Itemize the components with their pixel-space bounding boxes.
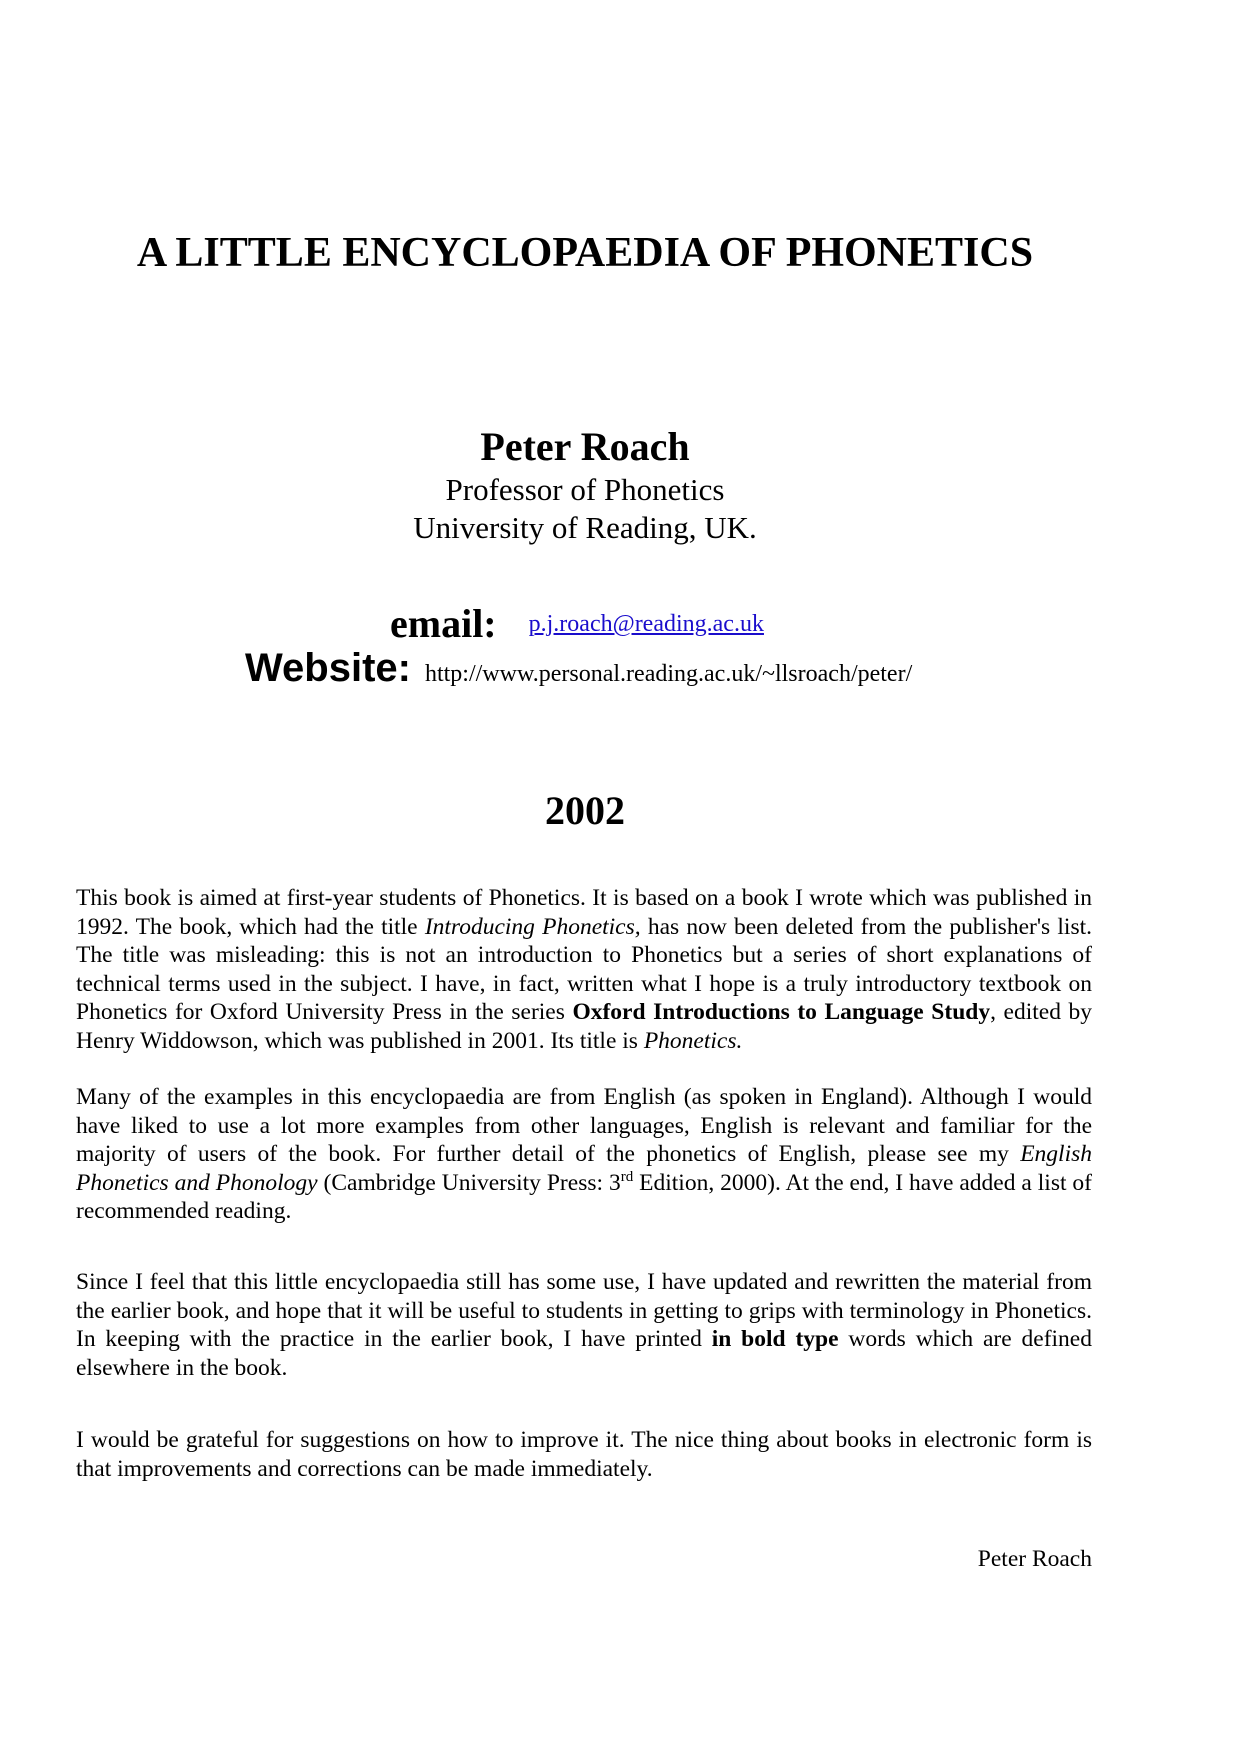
publication-year: 2002 [545, 788, 625, 833]
page-title: A LITTLE ENCYCLOPAEDIA OF PHONETICS [136, 230, 1034, 276]
ordinal-suffix: rd [620, 1168, 634, 1185]
author-affiliation: University of Reading, UK. [413, 510, 757, 545]
author-position: Professor of Phonetics [445, 472, 725, 507]
bold-type-phrase: in bold type [711, 1326, 839, 1353]
book-title-phonetics: Phonetics. [643, 1027, 743, 1054]
intro-paragraph-3: Since I feel that this little encyclopaedia still has some use, I have updated and rewritten the material from the earlier book, and hope that it will be useful to students in getting to grips with terminology in Phonetics. In keeping with the practice in the earlier book, I have printed in bold type words which are defined elsewhere in the book. [76, 1269, 1092, 1381]
website-label: Website: [245, 646, 411, 690]
author-block [0, 423, 1170, 547]
book-title-english-phonetics: English Phonetics and Phonology [76, 1141, 1092, 1196]
book-title-introducing-phonetics: Introducing Phonetics, [424, 913, 641, 940]
intro-paragraph-1: This book is aimed at first-year students of Phonetics. It is based on a book I wrote which was published in 1992. The book, which had the title Introducing Phonetics, has now been deleted from the publisher's list. The title was misleading: this is not an introduction to Phonetics but a series of short explanations of technical terms used in the subject. I have, in fact, written what I hope is a truly introductory textbook on Phonetics for Oxford University Press in the series Oxford Introductions to Language Study, edited by Henry Widdowson, which was published in 2001. Its title is Phonetics. [76, 885, 1093, 1054]
series-name: Oxford Introductions to Language Study [572, 999, 991, 1026]
intro-paragraph-2: Many of the examples in this encyclopaedia are from English (as spoken in England). Although I would have liked to use a lot more examples from other languages, English is relevant and familiar for the majority of users of the book. For further detail of the phonetics of English, please see my English Phonetics and Phonology (Cambridge University Press: 3rd Edition, 2000). At the end, I have added a list of recommended reading. [76, 1084, 1092, 1225]
website-row [245, 644, 912, 692]
author-name: Peter Roach [480, 424, 690, 469]
signature: Peter Roach [977, 1546, 1092, 1572]
website-url: http://www.personal.reading.ac.uk/~llsroach/peter/ [424, 661, 913, 687]
email-row [390, 600, 764, 648]
email-link[interactable]: p.j.roach@reading.ac.uk [528, 611, 764, 637]
intro-paragraph-4: I would be grateful for suggestions on how to improve it. The nice thing about books in electronic form is that improvements and corrections can be made immediately. [76, 1427, 1092, 1482]
email-label: email: [390, 601, 497, 646]
